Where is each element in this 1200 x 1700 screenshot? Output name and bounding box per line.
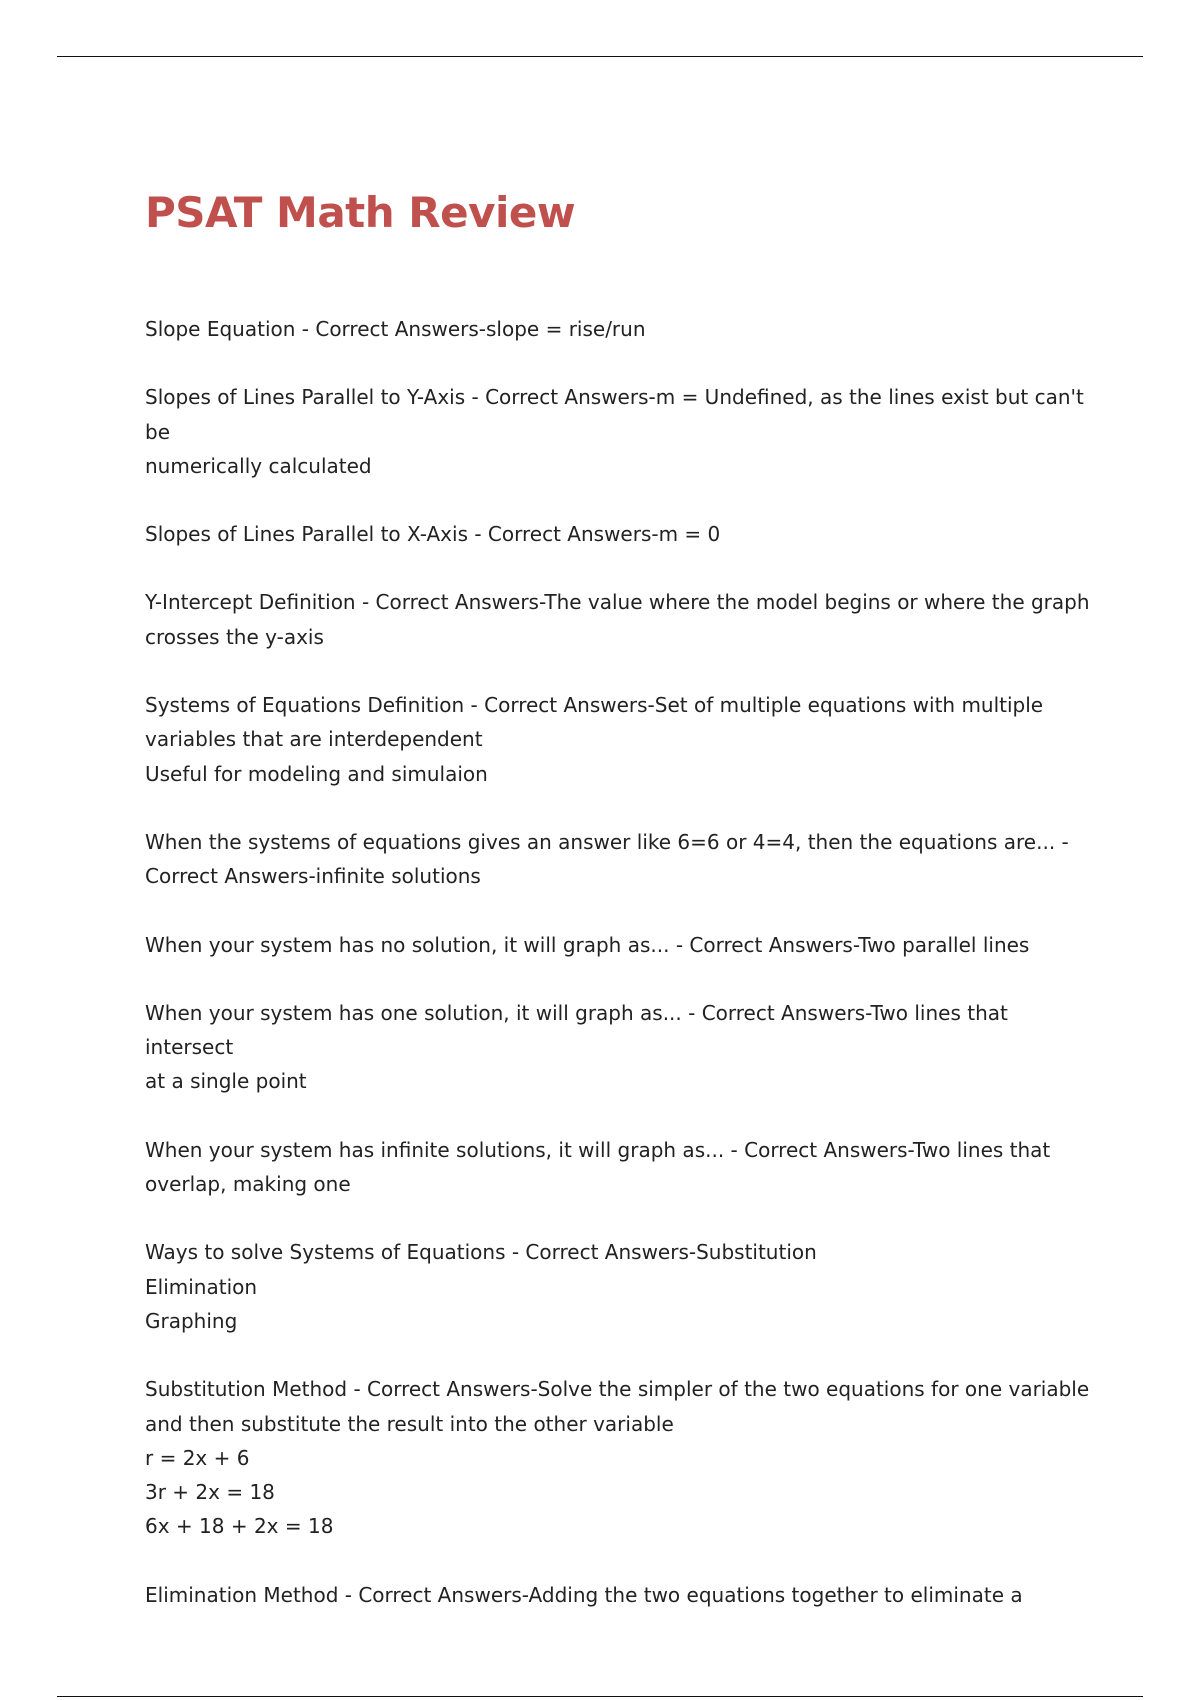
qa-line: crosses the y-axis: [145, 624, 324, 649]
qa-item: [145, 312, 1095, 346]
qa-line: Slope Equation - Correct Answers-slope = rise/run: [145, 317, 646, 341]
qa-line: at a single point: [145, 1069, 307, 1094]
qa-item: [145, 928, 1095, 962]
qa-line: When the systems of equations gives an answer like 6=6 or 4=4, then the equations are... -: [145, 829, 1069, 854]
qa-line: Graphing: [145, 1308, 238, 1333]
qa-line: Ways to solve Systems of Equations - Correct Answers-Substitution: [145, 1240, 817, 1265]
qa-line: Elimination Method - Correct Answers-Adding the two equations together to eliminate a: [145, 1582, 1023, 1607]
qa-line: 6x + 18 + 2x = 18: [145, 1514, 334, 1539]
qa-item: [145, 996, 1095, 1099]
qa-item: [145, 1372, 1095, 1543]
qa-line: Slopes of Lines Parallel to Y-Axis - Correct Answers-m = Undefined, as the lines exist but can't be: [145, 385, 1084, 444]
qa-item: [145, 585, 1095, 654]
qa-item: [145, 517, 1095, 551]
qa-item: [145, 688, 1095, 791]
qa-line: Useful for modeling and simulaion: [145, 761, 488, 786]
qa-item: [145, 380, 1095, 483]
qa-line: overlap, making one: [145, 1172, 351, 1197]
qa-line: and then substitute the result into the other variable: [145, 1411, 674, 1436]
qa-line: variables that are interdependent: [145, 727, 483, 752]
qa-line: numerically calculated: [145, 453, 372, 478]
qa-line: Slopes of Lines Parallel to X-Axis - Correct Answers-m = 0: [145, 522, 721, 547]
qa-line: Substitution Method - Correct Answers-Solve the simpler of the two equations for one variable: [145, 1377, 1090, 1402]
qa-line: 3r + 2x = 18: [145, 1480, 275, 1505]
qa-line: When your system has no solution, it will graph as... - Correct Answers-Two parallel lines: [145, 932, 1030, 957]
qa-line: When your system has infinite solutions, it will graph as... - Correct Answers-Two lines that: [145, 1137, 1051, 1162]
qa-line: Y-Intercept Definition - Correct Answers-The value where the model begins or where the graph: [145, 590, 1090, 615]
top-rule: [57, 56, 1143, 57]
qa-line: When your system has one solution, it will graph as... - Correct Answers-Two lines that intersect: [145, 1000, 1008, 1060]
bottom-rule: [57, 1696, 1143, 1697]
qa-item: [145, 1133, 1095, 1202]
qa-item: [145, 825, 1095, 894]
qa-item: [145, 1235, 1095, 1338]
document-title: PSAT Math Review: [145, 188, 576, 237]
qa-list: [145, 312, 1095, 1646]
qa-line: Elimination: [145, 1274, 258, 1299]
qa-line: r = 2x + 6: [145, 1445, 250, 1470]
qa-line: Correct Answers-infinite solutions: [145, 864, 481, 889]
qa-line: Systems of Equations Definition - Correct Answers-Set of multiple equations with multiple: [145, 693, 1044, 718]
qa-item: [145, 1578, 1095, 1612]
